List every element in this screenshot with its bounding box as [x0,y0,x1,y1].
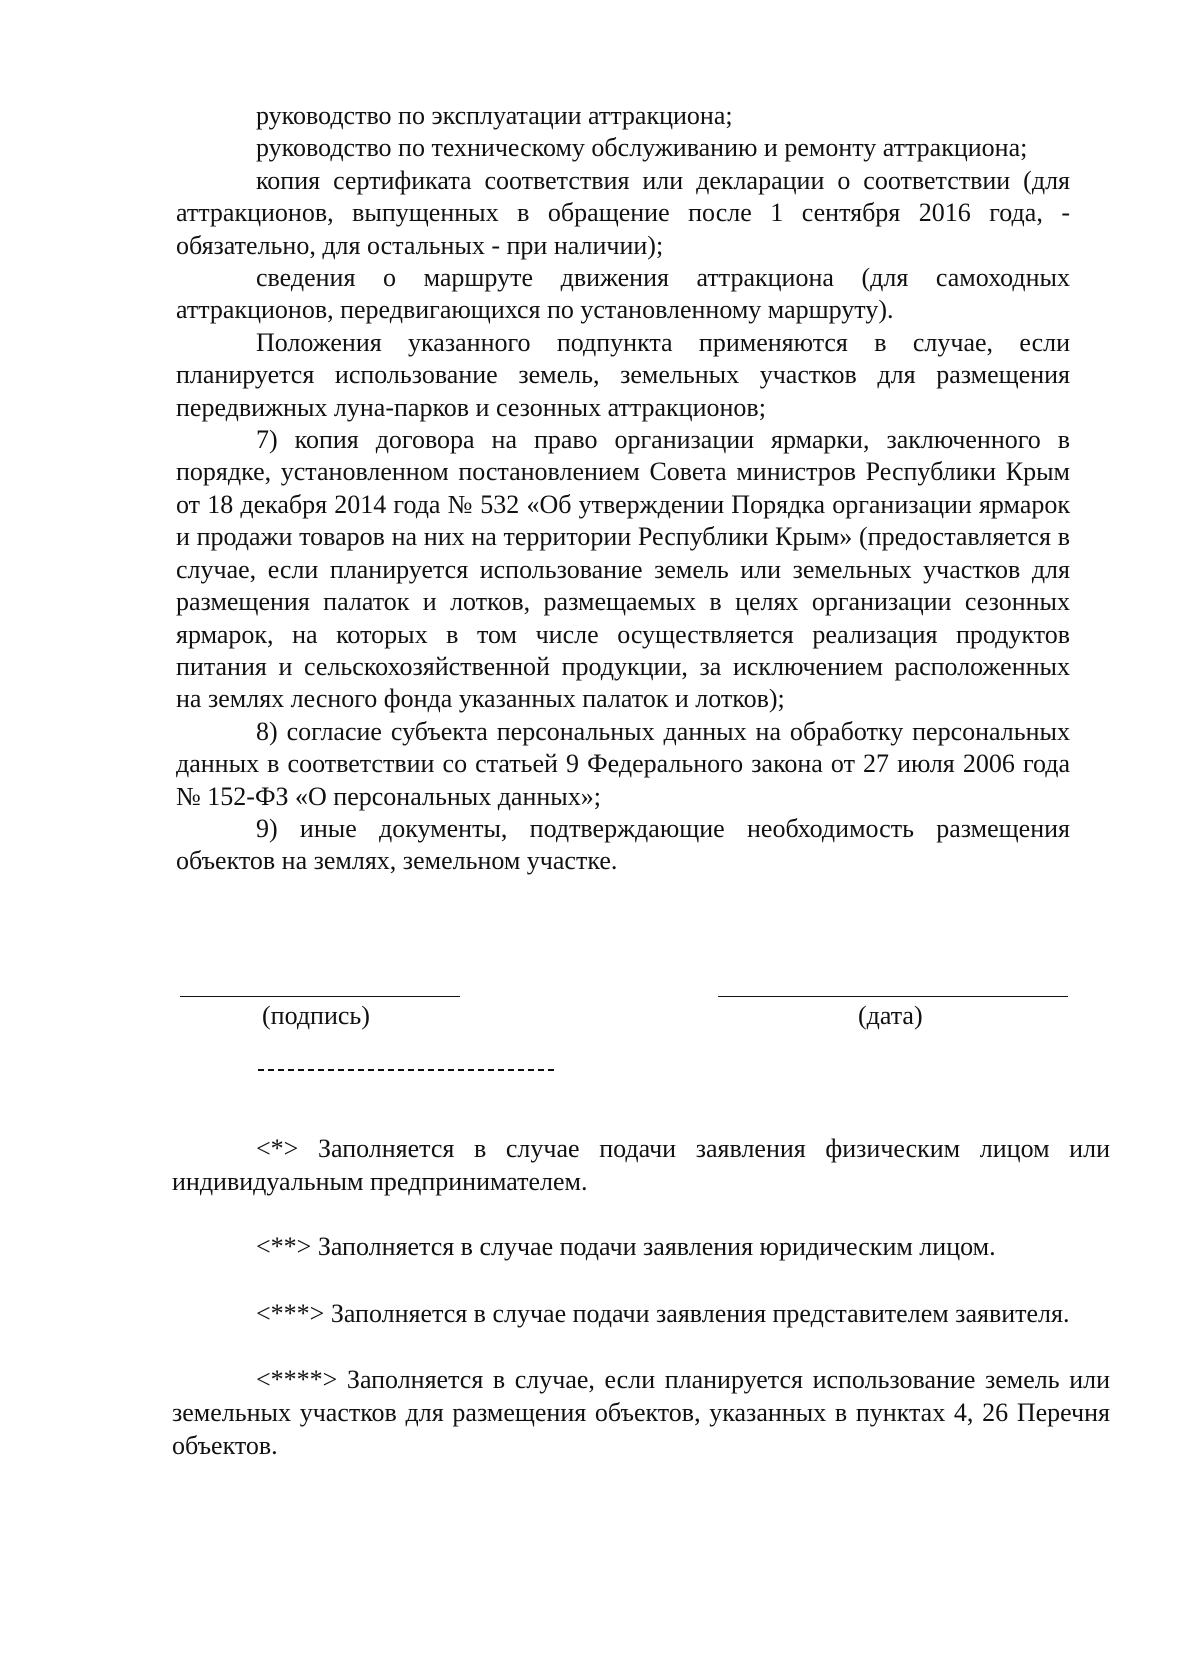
footnote-1: <*> Заполняется в случае подачи заявления физическим лицом или индивидуальным предпринимателем. [172,1134,1110,1196]
date-label: (дата) [858,1001,923,1030]
footnote-4: <****> Заполняется в случае, если планируется использование земель или земельных участков для размещения объектов, указанных в пунктах 4, 26 Перечня объектов. [172,1365,1110,1460]
paragraph-certificate-copy: копия сертификата соответствия или декларации о соответствии (для аттракционов, выпущенных в обращение после 1 сентября 2016 года, - обязательно, для остальных - при наличии); [176,165,1070,260]
signature-label: (подпись) [262,1001,370,1030]
footnotes [172,1132,1110,1462]
paragraph-route-info: сведения о маршруте движения аттракциона (для самоходных аттракционов, передвигающихся по установленному маршруту). [176,263,1070,325]
paragraph-maintenance-manual: руководство по техническому обслуживанию и ремонту аттракциона; [256,133,1028,163]
paragraph-operation-manual: руководство по эксплуатации аттракциона; [256,101,733,130]
date-line [718,996,1068,997]
paragraph-subitem-provisions: Положения указанного подпункта применяются в случае, если планируется использование земель, земельных участков для размещения передвижных луна-парков и сезонных аттракционов; [176,327,1070,422]
paragraph-item-9-other-documents: 9) иные документы, подтверждающие необходимость размещения объектов на землях, земельном участке. [176,813,1070,876]
footnote-separator [258,1069,554,1071]
paragraph-item-8-personal-data-consent: 8) согласие субъекта персональных данных на обработку персональных данных в соответствии со статьей 9 Федерального закона от 27 июля 2006 года № 152-ФЗ «О персональных данных»; [176,716,1070,811]
footnote-3: <***> Заполняется в случае подачи заявления представителем заявителя. [256,1299,1070,1328]
body-text [176,100,1070,878]
footnote-2: <**> Заполняется в случае подачи заявления юридическим лицом. [256,1232,996,1261]
paragraph-item-7-fair-contract: 7) копия договора на право организации ярмарки, заключенного в порядке, установленном постановлением Совета министров Республики Крым от 18 декабря 2014 года № 532 «Об утверждении Порядка организации ярмарок и продажи товаров на них на территории Республики Крым» (предоставляется в случае, если планируется использование земель или земельных участков для размещения палаток и лотков, размещаемых в целях организации сезонных ярмарок, на которых в том числе осуществляется реализация продуктов питания и сельскохозяйственной продукции, за исключением расположенных на землях лесного фонда указанных палаток и лотков); [176,425,1070,714]
signature-line [180,996,460,997]
